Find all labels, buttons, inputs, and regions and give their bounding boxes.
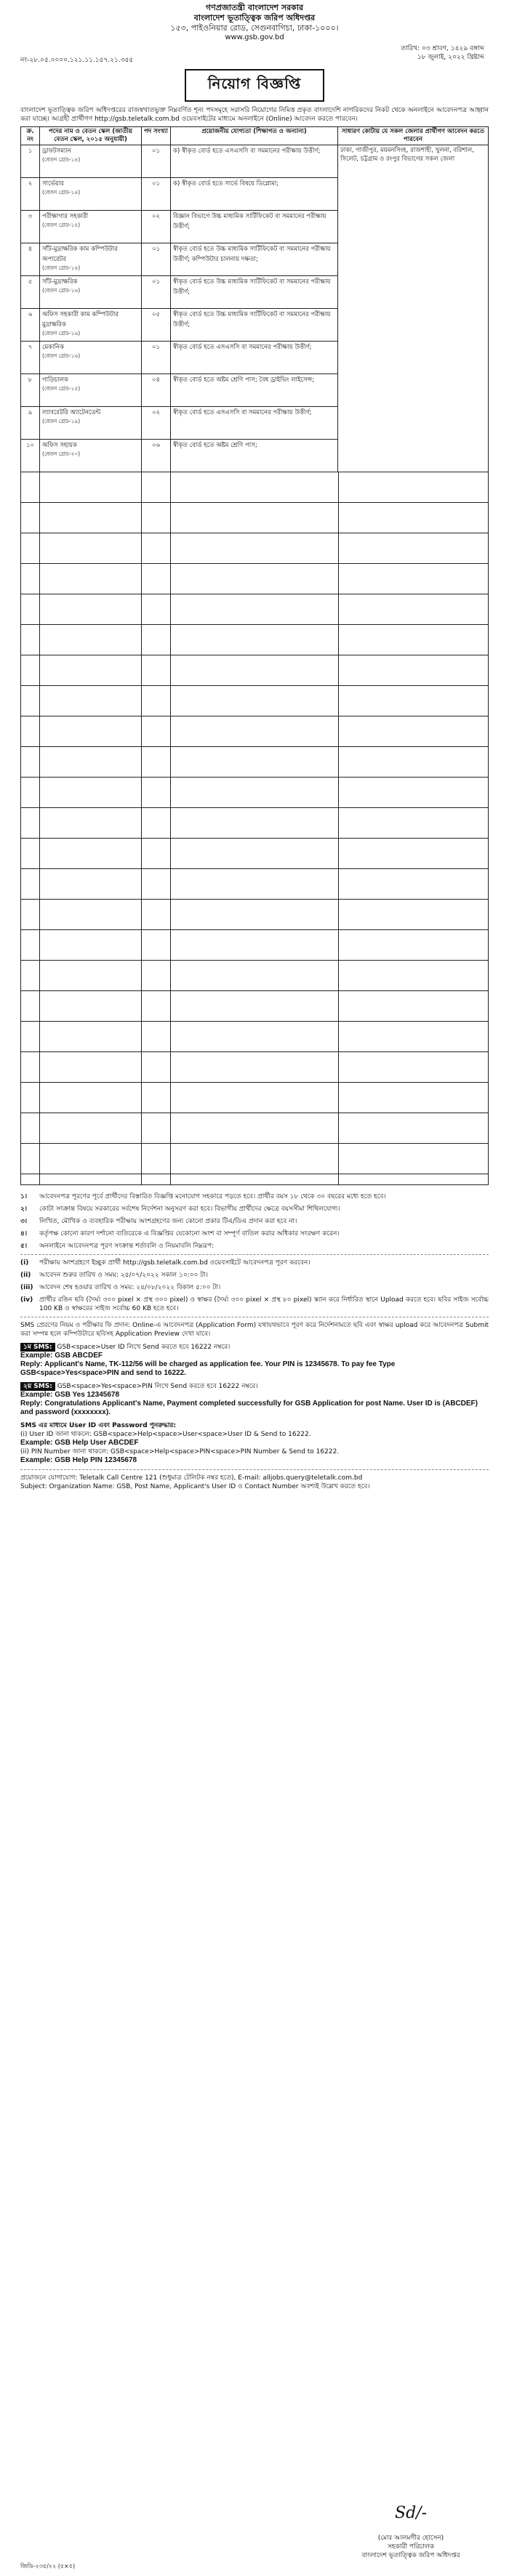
table-header-row [21, 127, 489, 145]
recovery-line-2: (ii) PIN Number জানা থাকলে: GSB<space>Help<space>PIN<space>PIN Number & Send to 16222. [20, 1448, 340, 1455]
row-count: ০১ [142, 145, 171, 178]
row-post [40, 276, 142, 309]
post-name: সার্ভেয়ার [42, 180, 64, 187]
row-count: ০২ [142, 211, 171, 243]
pay-grade: (বেতন গ্রেড-১৪) [42, 265, 81, 271]
table-continuation [20, 472, 489, 1185]
signatory-name: (মোঃ আলমগীর হোসেন) [377, 2535, 444, 2542]
row-serial: ১০ [21, 440, 40, 472]
sms1-format: GSB<space>User ID লিখে Send করতে হবে 16222 নম্বরে। [57, 1344, 231, 1351]
intro-paragraph: বাংলাদেশ ভূতাত্ত্বিক জরিপ অধিদপ্তরের রাজস্বখাতভুক্ত নিম্নবর্ণিত শূন্য পদসমূহে সরাসরি নিয়োগের নিমিত্ত প্রকৃত বাংলাদেশি নাগরিকদের নিকট থেকে অনলাইনে আবেদনপত্র আহ্বান করা যাচ্ছে। আগ্রহী প্রার্থীগণ http://gsb.teletalk.com.bd ওয়েবসাইটের মাধ্যমে অনলাইনে (Online) আবেদন করতে পারবেন। [20, 107, 489, 123]
bullet-icon: (ii) [20, 1272, 31, 1279]
col-quota: সাধারণ কোটায় যে সকল জেলার প্রার্থীগণ আবেদন করতে পারবেন [338, 127, 489, 145]
col-count: পদ সংখ্যা [142, 127, 171, 145]
row-qualification: স্বীকৃত বোর্ড হতে অষ্টম শ্রেণি পাস; [171, 440, 338, 472]
govt-title: গণপ্রজাতন্ত্রী বাংলাদেশ সরকার [205, 3, 304, 12]
post-name: পরীক্ষাগার সহকারী [42, 213, 89, 220]
online-start-line [20, 1271, 489, 1280]
note-item [20, 1217, 489, 1226]
date-bangla: তারিখ: ০৩ শ্রাবণ, ১৪২৯ বঙ্গাব্দ [401, 45, 484, 52]
date-english: ১৮ জুলাই, ২০২২ খ্রিষ্টাব্দ [417, 54, 484, 61]
post-name: ড্রাফটসম্যান [42, 148, 71, 155]
memo-number: নং-২৮.০৫.০০০০.১২১.১১.১৫৭.২১.৩৫৫ [20, 57, 134, 64]
sms2-example: Example: GSB Yes 12345678 [20, 1391, 120, 1399]
row-qualification: স্বীকৃত বোর্ড হতে এসএসসি বা সমমানের পরীক্ষায় উত্তীর্ণ; [171, 342, 338, 374]
note-text: কর্তৃপক্ষ কোনো কারণ দর্শানো ব্যতিরেকে এ বিজ্ঞপ্তির যেকোনো অংশ বা সম্পূর্ণ বাতিল করার অধিকার সংরক্ষণ করেন। [39, 1230, 340, 1237]
online-application-section [20, 1254, 489, 1313]
signature-block [342, 2504, 480, 2560]
pay-grade: (বেতন গ্রেড-১৬) [42, 287, 81, 294]
post-name: অফিস সহায়ক [42, 442, 77, 449]
row-post [40, 145, 142, 178]
row-post [40, 243, 142, 276]
row-qualification: স্বীকৃত বোর্ড হতে উচ্চ মাধ্যমিক সার্টিফিকেট বা সমমানের পরীক্ষায় উত্তীর্ণ; [171, 309, 338, 342]
row-post [40, 309, 142, 342]
sms2-block [20, 1382, 489, 1417]
row-post [40, 211, 142, 243]
sms-section [20, 1317, 489, 1465]
row-qualification: স্বীকৃত বোর্ড হতে অষ্টম শ্রেণি পাস; বৈধ ড্রাইভিং লাইসেন্স; [171, 374, 338, 407]
pay-grade: (বেতন গ্রেড-১৬) [42, 352, 81, 359]
col-post: পদের নাম ও বেতন স্কেল (জাতীয় বেতন স্কেল, ২০১৫ অনুযায়ী) [40, 127, 142, 145]
signature-scribble: Sd/- [395, 2504, 427, 2522]
footer-code: জিডি-২৩৫/২২ (৫×৫) [20, 2563, 76, 2569]
row-count: ০৫ [142, 309, 171, 342]
row-post [40, 178, 142, 211]
website-link[interactable]: www.gsb.gov.bd [225, 33, 284, 41]
signatory-designation: সহকারী পরিচালক [387, 2543, 435, 2551]
contact-subject: Subject: Organization Name: GSB, Post Name, Applicant's User ID ও Contact Number অবশ্যই উল্লেখ করতে হবে। [20, 1483, 370, 1490]
row-count: ০২ [142, 407, 171, 440]
bullet-icon: (i) [20, 1259, 29, 1267]
sms2-label: ২য় SMS: [20, 1382, 55, 1391]
row-count: ০১ [142, 342, 171, 374]
title-wrapper [20, 69, 489, 102]
recovery-example-2: Example: GSB Help PIN 12345678 [20, 1456, 137, 1464]
note-item [20, 1192, 489, 1201]
row-count: ০৬ [142, 440, 171, 472]
col-qualification: প্রয়োজনীয় যোগ্যতা (শিক্ষাগত ও অন্যান্য) [171, 127, 338, 145]
online-url-line [20, 1259, 489, 1267]
note-item [20, 1205, 489, 1214]
bullet-icon: (iv) [20, 1296, 33, 1304]
online-end-line [20, 1283, 489, 1292]
row-serial: ৫ [21, 276, 40, 309]
bullet-icon: (iii) [20, 1284, 33, 1291]
row-post [40, 374, 142, 407]
sms2-format: GSB<space>Yes<space>PIN লিখে Send করতে হবে 16222 নম্বরে। [57, 1383, 258, 1390]
row-qualification: স্বীকৃত বোর্ড হতে উচ্চ মাধ্যমিক সার্টিফিকেট বা সমমানের পরীক্ষায় উত্তীর্ণ; [171, 276, 338, 309]
note-item [20, 1242, 489, 1251]
row-post [40, 440, 142, 472]
post-name: সাঁট-মুদ্রাক্ষরিক কাম কম্পিউটার অপারেটর [42, 246, 118, 263]
notes-section [20, 1192, 489, 1251]
photo-text: প্রার্থীর রঙিন ছবি (দৈর্ঘ্য ৩০০ pixel × প্রস্থ ৩০০ pixel) ও স্বাক্ষর (দৈর্ঘ্য ৩০০ pixel × প্রস্থ ৮০ pixel) স্ক্যান করে নির্ধারিত স্থানে Upload করতে হবে। ছবির সাইজ সর্বোচ্চ 100 KB ও স্বাক্ষরের সাইজ সর্বোচ্চ 60 KB হতে হবে। [39, 1296, 489, 1312]
sms1-label: ১ম SMS: [20, 1343, 55, 1352]
letterhead [20, 0, 489, 41]
contact-section [20, 1469, 489, 1491]
note-number: ৩। [20, 1218, 28, 1225]
row-serial: ৬ [21, 309, 40, 342]
pay-grade: (বেতন গ্রেড-১৯) [42, 418, 81, 424]
recovery-example-1: Example: GSB Help User ABCDEF [20, 1439, 139, 1447]
memo-date [401, 44, 484, 62]
note-number: ১। [20, 1193, 28, 1200]
online-url-text: পরীক্ষায় অংশগ্রহণে ইচ্ছুক প্রার্থী http://gsb.teletalk.com.bd ওয়েবসাইটে আবেদনপত্র পূরণ করবেন। [39, 1259, 310, 1267]
recovery-block [20, 1421, 489, 1465]
row-qualification: ক) স্বীকৃত বোর্ড হতে এসএসসি বা সমমানের পরীক্ষায় উত্তীর্ণ; [171, 145, 338, 178]
row-qualification: ক) স্বীকৃত বোর্ড হতে সার্ভে বিষয়ে ডিপ্লোমা; [171, 178, 338, 211]
pay-grade: (বেতন গ্রেড-১৪) [42, 156, 81, 163]
note-text: কোটা সংক্রান্ত বিষয়ে সরকারের সর্বশেষ নির্দেশনা অনুসরণ করা হবে। বিভাগীয় প্রার্থীদের ক্ষেত্রে বয়সসীমা শিথিলযোগ্য। [39, 1206, 340, 1213]
row-post [40, 342, 142, 374]
row-qualification: স্বীকৃত বোর্ড হতে উচ্চ মাধ্যমিক সার্টিফিকেট বা সমমানের পরীক্ষায় উত্তীর্ণ; কম্পিউটার চালনায় দক্ষতা; [171, 243, 338, 276]
row-qualification: বিজ্ঞান বিভাগে উচ্চ মাধ্যমিক সার্টিফিকেট বা সমমানের পরীক্ষায় উত্তীর্ণ; [171, 211, 338, 243]
sms-intro: SMS প্রেরণের নিয়ম ও পরীক্ষার ফি প্রদান: Online-এ আবেদনপত্র (Application Form) যথাযথভাবে পূরণ করে নির্দেশনামতে ছবি এবং স্বাক্ষর upload করে আবেদনপত্র Submit করা সম্পন্ন হলে কম্পিউটারে ছবিসহ Application Preview দেখা যাবে। [20, 1322, 489, 1338]
post-name: ল্যাবরেটরি অ্যাটেনডেন্ট [42, 409, 101, 416]
sms1-reply: Reply: Applicant's Name, TK-112/56 will be charged as application fee. Your PIN is 12345678. To pay fee Type GSB<space>Yes<space>PIN and send to 16222. [20, 1360, 396, 1377]
sms1-example: Example: GSB ABCDEF [20, 1352, 103, 1360]
notice-title: নিয়োগ বিজ্ঞপ্তি [185, 69, 325, 102]
note-number: ৫। [20, 1243, 28, 1250]
row-post [40, 407, 142, 440]
row-serial: ১ [21, 145, 40, 178]
post-name: অফিস সহকারী কাম কম্পিউটার মুদ্রাক্ষরিক [42, 311, 119, 328]
row-serial: ২ [21, 178, 40, 211]
contact-text: প্রয়োজনে যোগাযোগ: Teletalk Call Centre 121 (শুধুমাত্র টেলিটক নম্বর হতে), E-mail: alljobs.query@teletalk.com.bd [20, 1474, 363, 1482]
note-text: অনলাইনে আবেদনপত্র পূরণ সংক্রান্ত শর্তাবলি ও নিয়মাবলি নিম্নরূপ: [39, 1243, 215, 1250]
note-text: লিখিত, মৌখিক ও ব্যবহারিক পরীক্ষায় অংশগ্রহণের জন্য কোনো প্রকার টিএ/ডিএ প্রদান করা হবে না। [39, 1218, 297, 1225]
sms1-block [20, 1343, 489, 1378]
vacancy-table [20, 126, 489, 472]
row-count: ০১ [142, 178, 171, 211]
row-count: ০৪ [142, 374, 171, 407]
row-serial: ৯ [21, 407, 40, 440]
row-qualification: স্বীকৃত বোর্ড হতে এসএসসি বা সমমানের পরীক্ষায় উত্তীর্ণ; [171, 407, 338, 440]
note-number: ২। [20, 1206, 28, 1213]
row-quota: ঢাকা, গাজীপুর, ময়মনসিংহ, রাজশাহী, খুলনা, বরিশাল, সিলেট, চট্টগ্রাম ও রংপুর বিভাগের সকল জেলা [338, 145, 489, 472]
note-item [20, 1230, 489, 1238]
sms2-reply: Reply: Congratulations Applicant's Name, Payment completed successfully for GSB Application for post Name. User ID is (ABCDEF) and password (xxxxxxxx). [20, 1400, 478, 1416]
row-count: ০১ [142, 243, 171, 276]
col-serial: ক্র. নং [21, 127, 40, 145]
photo-line [20, 1296, 489, 1313]
note-text: আবেদনপত্র পূরণের পূর্বে প্রার্থীদের বিস্তারিত বিজ্ঞপ্তি মনোযোগ সহকারে পড়তে হবে। প্রার্থীর বয়স ১৮ থেকে ৩০ বছরের মধ্যে হতে হবে। [39, 1193, 386, 1200]
pay-grade: (বেতন গ্রেড-২০) [42, 451, 81, 457]
row-serial: ৪ [21, 243, 40, 276]
department-name: বাংলাদেশ ভূতাত্ত্বিক জরিপ অধিদপ্তর [193, 13, 316, 23]
address: ১৫৩, পাইওনিয়ার রোড, সেগুনবাগিচা, ঢাকা-১০০০। [170, 23, 339, 33]
note-number: ৪। [20, 1230, 28, 1237]
pay-grade: (বেতন গ্রেড-১৬) [42, 330, 81, 336]
online-start-text: আবেদন শুরুর তারিখ ও সময়: ২৫/০৭/২০২২ সকাল ১০:০০ টা। [39, 1272, 208, 1279]
recovery-line-1: (i) User ID জানা থাকলে: GSB<space>Help<space>User<space>User ID & Send to 16222. [20, 1431, 311, 1438]
row-serial: ৩ [21, 211, 40, 243]
row-serial: ৮ [21, 374, 40, 407]
row-serial: ৭ [21, 342, 40, 374]
online-end-text: আবেদন শেষ হওয়ার তারিখ ও সময়: ২৪/০৮/২০২২ বিকাল ৫:০০ টা। [39, 1284, 221, 1291]
post-name: গাড়িচালক [42, 376, 68, 384]
pay-grade: (বেতন গ্রেড-১৫) [42, 222, 81, 228]
signatory-office: বাংলাদেশ ভূতাত্ত্বিক জরিপ অধিদপ্তর [361, 2552, 460, 2559]
post-name: মেকানিক [42, 344, 65, 351]
pay-grade: (বেতন গ্রেড-১৫) [42, 385, 81, 392]
post-name: সাঁট-মুদ্রাক্ষরিক [42, 278, 78, 286]
table-row [21, 145, 489, 178]
pay-grade: (বেতন গ্রেড-১৪) [42, 189, 81, 195]
memo-row [20, 44, 489, 69]
row-count: ০১ [142, 276, 171, 309]
recovery-title: SMS এর মাধ্যমে User ID এবং Password পুনরুদ্ধার: [20, 1422, 176, 1429]
